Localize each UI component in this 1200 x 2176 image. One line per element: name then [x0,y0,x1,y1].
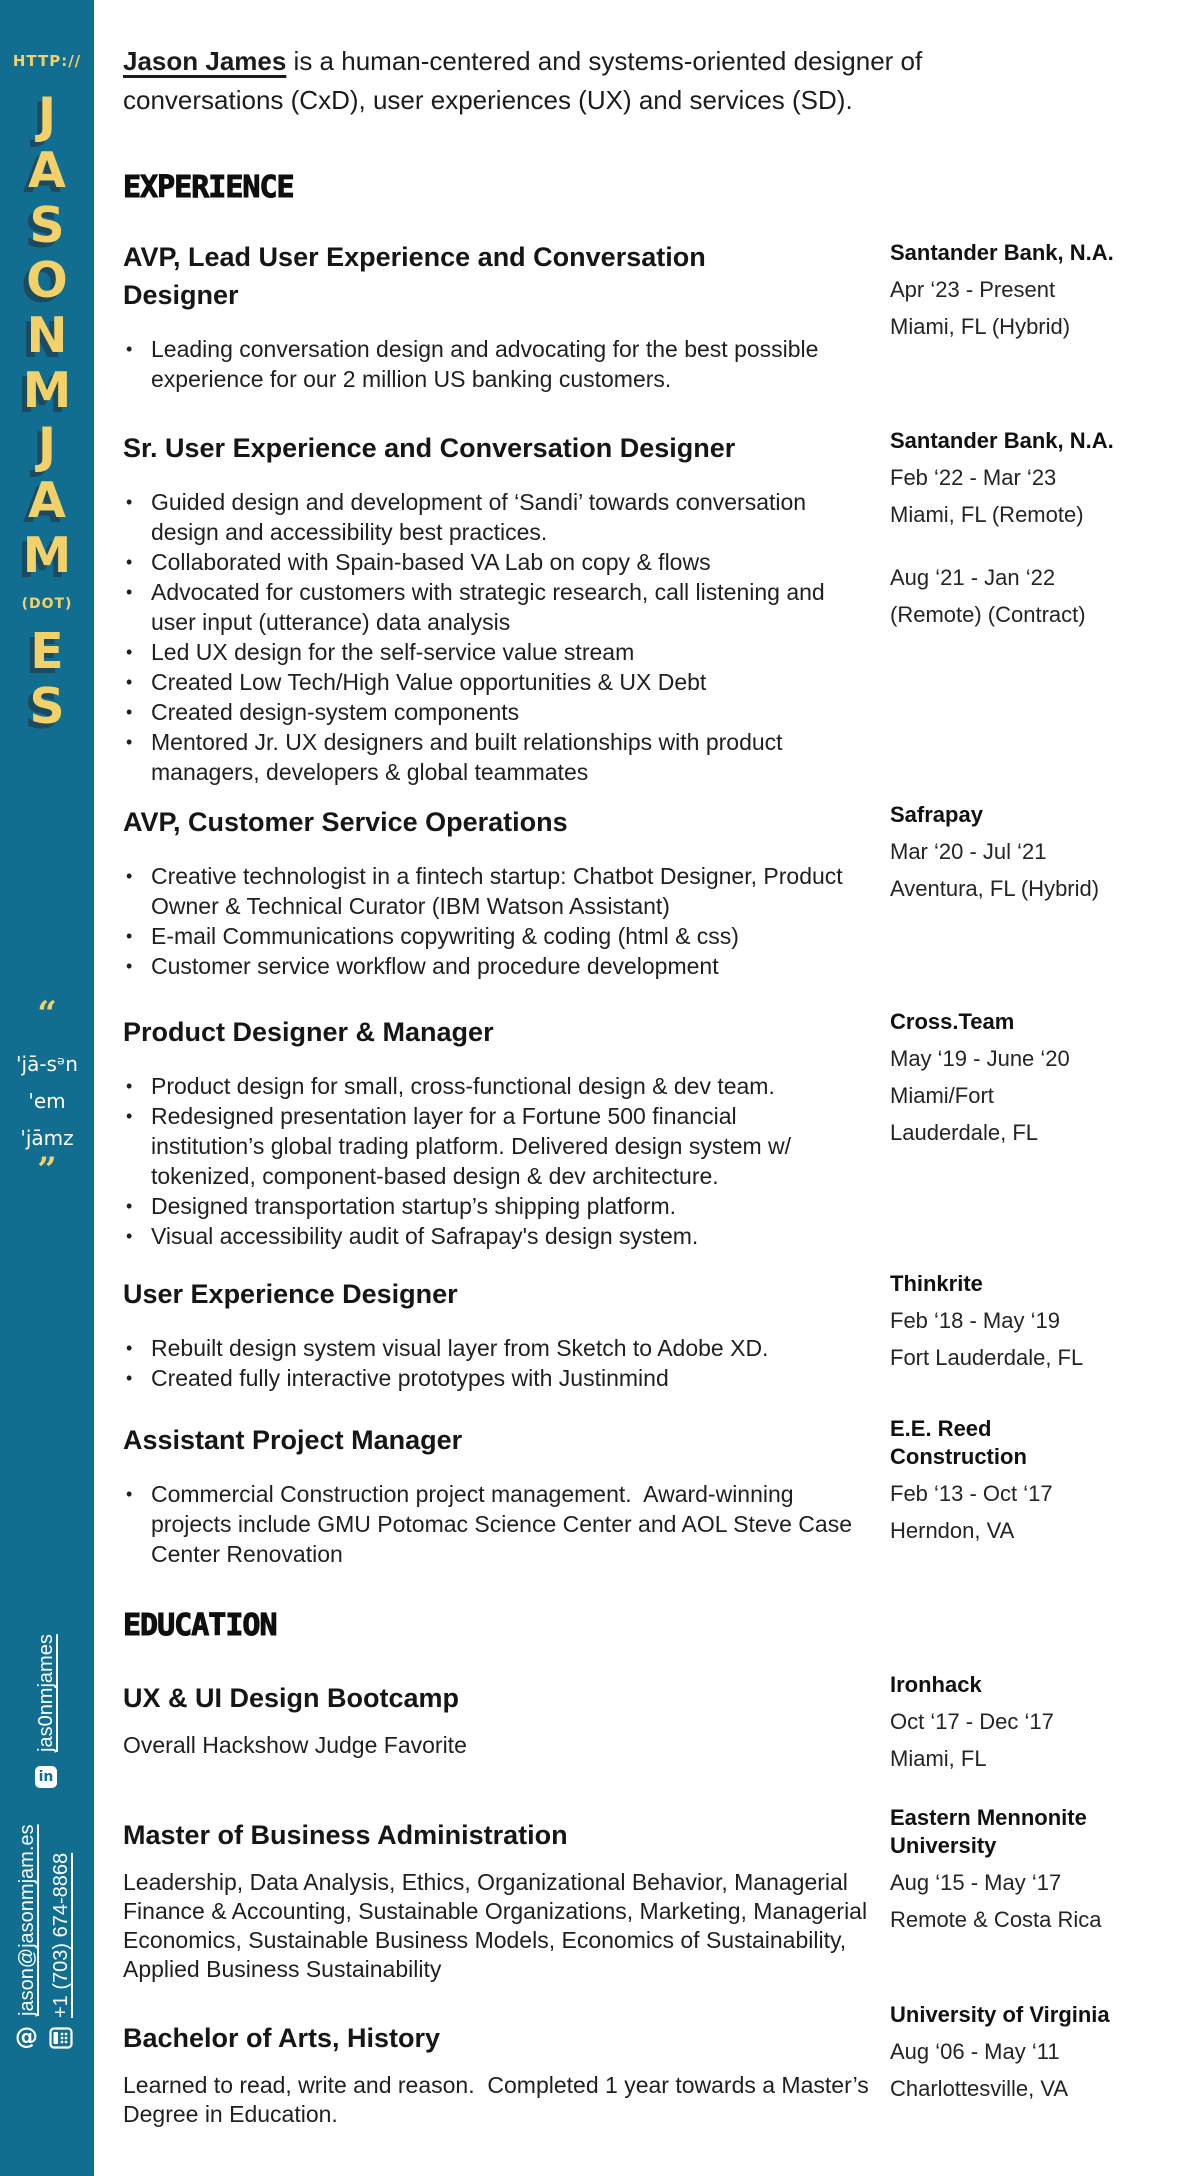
bullet-dot-icon: • [126,702,133,722]
education-heading: EDUCATION [123,1608,277,1643]
education-entry [123,2019,875,2129]
domain-letter: M [22,362,72,419]
meta-detail-line: Remote & Costa Rica [890,1907,1102,1932]
linkedin-icon[interactable]: in [35,1766,57,1788]
education-description: Leadership, Data Analysis, Ethics, Organizational Behavior, Managerial Finance & Accounting, Sustainable Organizations, Marketing, Managerial Economics, Sustainable Business Models, Economics of Sustainability, Applied Business Sustainability [123,1869,868,1982]
meta-company-line: Santander Bank, N.A. [890,240,1114,265]
bullet-item [123,1479,853,1569]
bullet-item [123,1191,853,1221]
meta-detail-line: Aug ‘06 - May ‘11 [890,2039,1060,2064]
bullet-dot-icon: • [126,552,133,572]
meta-detail-line: Oct ‘17 - Dec ‘17 [890,1709,1054,1734]
meta-company-line: Santander Bank, N.A. [890,428,1114,453]
job-entry [123,429,875,787]
pronunciation-line: 'em [28,1089,66,1113]
bullet-text: Collaborated with Spain-based VA Lab on copy & flows [151,549,711,575]
meta-spacer [890,540,1190,566]
domain-letter: M [22,527,72,584]
bullet-text: Created design-system components [151,699,520,725]
bullet-dot-icon: • [126,672,133,692]
job-bullets [123,1071,853,1251]
domain-letter: J [37,417,57,474]
domain-letter: J [37,87,57,144]
open-quote-icon: “ [37,994,57,1034]
domain-letters [0,88,94,583]
bullet-item [123,334,853,394]
bullet-item [123,667,853,697]
education-entry [123,1816,875,1984]
meta-detail-line: May ‘19 - June ‘20 [890,1046,1070,1071]
bullet-item [123,487,853,547]
bullet-text: Product design for small, cross-functional design & dev team. [151,1073,775,1099]
bullet-text: Designed transportation startup’s shipping platform. [151,1193,677,1219]
bullet-item [123,1221,853,1251]
bullet-dot-icon: • [126,642,133,662]
meta-company-line: Eastern Mennonite [890,1805,1087,1830]
job-bullets [123,487,853,787]
bullet-item [123,1333,853,1363]
bullet-item [123,951,853,981]
bullet-item [123,1363,853,1393]
bullet-dot-icon: • [126,1196,133,1216]
bullet-text: Created fully interactive prototypes with Justinmind [151,1365,669,1391]
bullet-item [123,1071,853,1101]
sidebar [0,0,94,2176]
phone-icon[interactable] [49,2027,73,2054]
phone-link[interactable]: +1 (703) 674-8868 [50,1852,72,2018]
tld-letter: E [30,623,64,680]
bullet-item [123,1101,853,1191]
linkedin-handle-link[interactable]: jas0nmjames [35,1634,57,1752]
education-entry [123,1679,875,1760]
meta-company-line: University of Virginia [890,2002,1110,2027]
meta-company-line: University [890,1833,997,1858]
job-entry [123,1421,875,1569]
education-description: Learned to read, write and reason. Completed 1 year towards a Master’s Degree in Education. [123,2072,869,2127]
bullet-text: Advocated for customers with strategic research, call listening and user input (utterance) data analysis [151,579,825,635]
protocol-label: HTTP:// [12,52,82,70]
bullet-dot-icon: • [126,492,133,512]
domain-letter: O [26,252,68,309]
dot-label: (DOT) [21,596,73,612]
domain-letter: S [29,197,65,254]
job-entry [123,1013,875,1251]
bullet-text: Customer service workflow and procedure development [151,953,719,979]
education-meta [890,2003,1190,2114]
domain-letter: A [28,142,66,199]
bullet-dot-icon: • [126,1106,133,1126]
education-title: Bachelor of Arts, History [123,2023,441,2053]
job-meta [890,1417,1190,1556]
bullet-text: E-mail Communications copywriting & coding (html & css) [151,923,739,949]
bullet-item [123,861,853,921]
bullet-text: Led UX design for the self-service value stream [151,639,635,665]
bullet-dot-icon: • [126,1226,133,1246]
job-meta [890,429,1190,640]
bullet-item [123,547,853,577]
meta-detail-line: Lauderdale, FL [890,1120,1038,1145]
job-bullets [123,861,853,981]
job-meta [890,1272,1190,1383]
meta-company-line: Safrapay [890,802,983,827]
pronunciation [0,1046,94,1157]
bullet-dot-icon: • [126,582,133,602]
education-meta [890,1673,1190,1784]
bullet-text: Redesigned presentation layer for a Fortune 500 financial institution’s global trading platform. Delivered design system w/ tokenized, component-based design & dev architecture. [151,1103,792,1189]
bullet-text: Leading conversation design and advocating for the best possible experience for our 2 million US banking customers. [151,336,819,392]
meta-detail-line: (Remote) (Contract) [890,602,1086,627]
job-entry [123,1275,875,1393]
bullet-dot-icon: • [126,866,133,886]
meta-detail-line: Fort Lauderdale, FL [890,1345,1084,1370]
bullet-dot-icon: • [126,339,133,359]
bullet-dot-icon: • [126,956,133,976]
bullet-item [123,921,853,951]
education-title: UX & UI Design Bootcamp [123,1683,460,1713]
tld-letters [0,624,94,734]
job-meta [890,241,1190,352]
job-bullets [123,334,853,394]
intro-text: is a human-centered and systems-oriented designer of conversations (CxD), user experiences (UX) and services (SD). [123,46,923,115]
meta-company-line: Thinkrite [890,1271,983,1296]
job-title: Sr. User Experience and Conversation Designer [123,433,736,463]
education-title: Master of Business Administration [123,1820,568,1850]
job-meta [890,803,1190,914]
job-title: User Experience Designer [123,1279,458,1309]
meta-detail-line: Charlottesville, VA [890,2076,1069,2101]
close-quote-icon: ” [37,1150,57,1190]
bullet-text: Creative technologist in a fintech startup: Chatbot Designer, Product Owner & Technical Curator (IBM Watson Assistant) [151,863,843,919]
meta-detail-line: Feb ‘13 - Oct ‘17 [890,1481,1053,1506]
bullet-dot-icon: • [126,1484,133,1504]
experience-heading: EXPERIENCE [123,170,294,205]
meta-company-line: Construction [890,1444,1027,1469]
job-entry [123,803,875,981]
meta-detail-line: Apr ‘23 - Present [890,277,1056,302]
job-bullets [123,1479,853,1569]
bullet-text: Rebuilt design system visual layer from Sketch to Adobe XD. [151,1335,769,1361]
bullet-item [123,577,853,637]
meta-company-line: Cross.Team [890,1009,1015,1034]
job-title: Assistant Project Manager [123,1425,463,1455]
email-at-icon[interactable]: @ [15,2024,38,2050]
bullet-dot-icon: • [126,926,133,946]
bullet-text: Guided design and development of ‘Sandi’ towards conversation design and accessibility best practices. [151,489,807,545]
bullet-text: Created Low Tech/High Value opportunities & UX Debt [151,669,707,695]
job-title: AVP, Lead User Experience and Conversation Designer [123,242,706,310]
bullet-item [123,727,853,787]
bullet-dot-icon: • [126,1076,133,1096]
bullet-item [123,637,853,667]
bullet-item [123,697,853,727]
meta-detail-line: Miami, FL [890,1746,987,1771]
bullet-dot-icon: • [126,732,133,752]
bullet-dot-icon: • [126,1338,133,1358]
job-title: Product Designer & Manager [123,1017,494,1047]
meta-company-line: E.E. Reed [890,1416,992,1441]
meta-detail-line: Miami, FL (Hybrid) [890,314,1071,339]
email-link[interactable]: jason@jasonmjam.es [16,1824,38,2016]
bullet-text: Commercial Construction project management. Award-winning projects include GMU Potomac Science Center and AOL Steve Case Center Renovation [151,1481,852,1567]
meta-detail-line: Aug ‘15 - May ‘17 [890,1870,1062,1895]
name-link[interactable]: Jason James [123,46,287,76]
meta-detail-line: Aventura, FL (Hybrid) [890,876,1100,901]
meta-detail-line: Feb ‘22 - Mar ‘23 [890,465,1057,490]
pronunciation-line: 'jāmz [20,1126,74,1150]
job-meta [890,1010,1190,1158]
bullet-text: Mentored Jr. UX designers and built relationships with product managers, developers & global teammates [151,729,783,785]
meta-detail-line: Feb ‘18 - May ‘19 [890,1308,1060,1333]
tld-letter: S [29,678,65,735]
education-description: Overall Hackshow Judge Favorite [123,1732,467,1758]
domain-letter: N [26,307,68,364]
job-title: AVP, Customer Service Operations [123,807,568,837]
education-meta [890,1806,1190,1945]
job-entry [123,238,875,394]
meta-detail-line: Aug ‘21 - Jan ‘22 [890,565,1056,590]
bullet-text: Visual accessibility audit of Safrapay's design system. [151,1223,699,1249]
intro-statement [123,42,923,120]
meta-detail-line: Mar ‘20 - Jul ‘21 [890,839,1047,864]
meta-company-line: Ironhack [890,1672,982,1697]
meta-detail-line: Herndon, VA [890,1518,1015,1543]
pronunciation-line: 'jā-sᵊn [16,1052,78,1076]
job-bullets [123,1333,853,1393]
meta-detail-line: Miami/Fort [890,1083,994,1108]
domain-letter: A [28,472,66,529]
bullet-dot-icon: • [126,1368,133,1388]
meta-detail-line: Miami, FL (Remote) [890,502,1084,527]
